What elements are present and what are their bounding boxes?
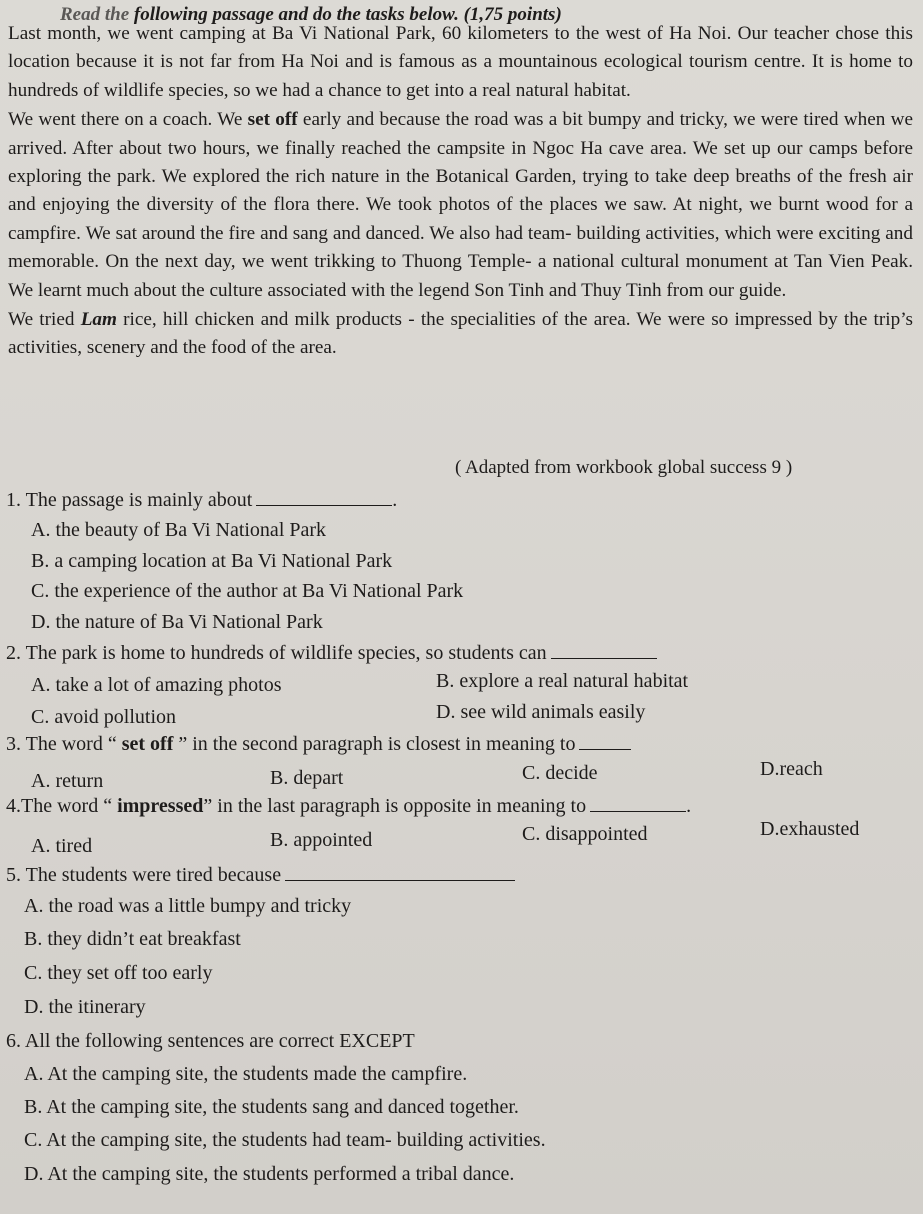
- q5-option-a[interactable]: A. the road was a little bumpy and tricky: [24, 895, 352, 917]
- q1-blank[interactable]: [256, 489, 392, 506]
- q4-end: .: [686, 795, 692, 817]
- p3-italic-word: Lam: [80, 309, 117, 331]
- q3-option-d[interactable]: D.reach: [760, 758, 823, 780]
- p2-text-b: early and because the road was a bit bumpy and tricky, we were tired when we arrived. After about two hours, we finally reached the campsite in Ngoc Ha cave area. We set up our camps before exploring the park. We explored the rich nature in the Botanical Garden, trying to take deep breaths of the fresh air and enjoying the diversity of the flora there. We took photos of the places we saw. At night, we burnt wood for a campfire. We sat around the fire and sang and danced. We also had team- building activities, which were exciting and memorable. On the next day, we went trikking to Thuong Temple- a national cultural monument at Tan Vien Peak. We learnt much about the culture associated with the legend Son Tinh and Thuy Tinh from our guide.: [8, 109, 913, 301]
- p3-text-b: rice, hill chicken and milk products - the specialities of the area. We were so impressed by the trip’s activities, scenery and the food of the area.: [8, 309, 913, 359]
- q4-option-c[interactable]: C. disappointed: [522, 823, 648, 845]
- question-3: [6, 733, 631, 756]
- q5-option-c[interactable]: C. they set off too early: [24, 962, 213, 984]
- q6-option-b[interactable]: B. At the camping site, the students sang and danced together.: [24, 1096, 519, 1118]
- q3-bold-phrase: set off: [121, 733, 174, 755]
- q4-option-b[interactable]: B. appointed: [270, 829, 373, 851]
- q3-blank[interactable]: [579, 733, 631, 750]
- q4-option-d[interactable]: D.exhausted: [760, 818, 860, 840]
- passage-paragraph-1: Last month, we went camping at Ba Vi National Park, 60 kilometers to the west of Ha Noi. Our teacher chose this location because it is not far from Ha Noi and is famous as a mountainous ecological tourism centre. It is home to hundreds of wildlife species, so we had a chance to get into a real natural habitat.: [8, 23, 913, 101]
- q3-stem-a: 3. The word “: [6, 733, 122, 755]
- q5-option-b[interactable]: B. they didn’t eat breakfast: [24, 928, 241, 950]
- p2-bold-phrase: set off: [247, 109, 298, 131]
- q1-option-c[interactable]: C. the experience of the author at Ba Vi National Park: [31, 580, 464, 602]
- q5-stem: 5. The students were tired because: [6, 864, 282, 886]
- question-4: [6, 795, 691, 818]
- q2-blank[interactable]: [551, 642, 657, 659]
- q2-option-a[interactable]: A. take a lot of amazing photos: [31, 674, 282, 696]
- q1-stem: 1. The passage is mainly about: [6, 489, 253, 511]
- q4-blank[interactable]: [590, 795, 686, 812]
- q3-option-b[interactable]: B. depart: [270, 767, 344, 789]
- instruction-text: following passage and do the tasks below. (1,75 points): [133, 4, 562, 25]
- q2-option-c[interactable]: C. avoid pollution: [31, 706, 176, 728]
- passage-paragraph-3: [8, 306, 913, 363]
- q6-option-a[interactable]: A. At the camping site, the students made the campfire.: [24, 1063, 468, 1085]
- q1-option-d[interactable]: D. the nature of Ba Vi National Park: [31, 611, 323, 633]
- instruction-prefix: Read the: [60, 4, 130, 25]
- q5-option-d[interactable]: D. the itinerary: [24, 996, 146, 1018]
- passage-paragraph-2: [8, 106, 913, 305]
- q3-option-c[interactable]: C. decide: [522, 762, 598, 784]
- p3-text-a: We tried: [8, 309, 81, 331]
- question-1: [6, 489, 397, 512]
- question-5: [6, 864, 515, 887]
- q4-stem-b: ” in the last paragraph is opposite in meaning to: [203, 795, 587, 817]
- q1-end: .: [392, 489, 398, 511]
- q3-stem-b: ” in the second paragraph is closest in meaning to: [173, 733, 576, 755]
- q6-option-d[interactable]: D. At the camping site, the students performed a tribal dance.: [24, 1163, 515, 1185]
- q4-stem-a: 4.The word “: [6, 795, 118, 817]
- reading-passage: [8, 20, 913, 363]
- q1-option-b[interactable]: B. a camping location at Ba Vi National Park: [31, 550, 393, 572]
- q4-bold-word: impressed: [117, 795, 204, 817]
- question-2: [6, 642, 657, 665]
- q5-blank[interactable]: [285, 864, 515, 881]
- q4-option-a[interactable]: A. tired: [31, 835, 93, 857]
- q3-option-a[interactable]: A. return: [31, 770, 104, 792]
- p2-text-a: We went there on a coach. We: [8, 109, 248, 131]
- q2-stem: 2. The park is home to hundreds of wildlife species, so students can: [6, 642, 547, 664]
- q1-option-a[interactable]: A. the beauty of Ba Vi National Park: [31, 519, 327, 541]
- q2-option-b[interactable]: B. explore a real natural habitat: [436, 670, 689, 692]
- q6-option-c[interactable]: C. At the camping site, the students had team- building activities.: [24, 1129, 546, 1151]
- question-6: 6. All the following sentences are correct EXCEPT: [6, 1030, 415, 1052]
- q2-option-d[interactable]: D. see wild animals easily: [436, 701, 646, 723]
- source-citation: ( Adapted from workbook global success 9 ): [455, 457, 793, 478]
